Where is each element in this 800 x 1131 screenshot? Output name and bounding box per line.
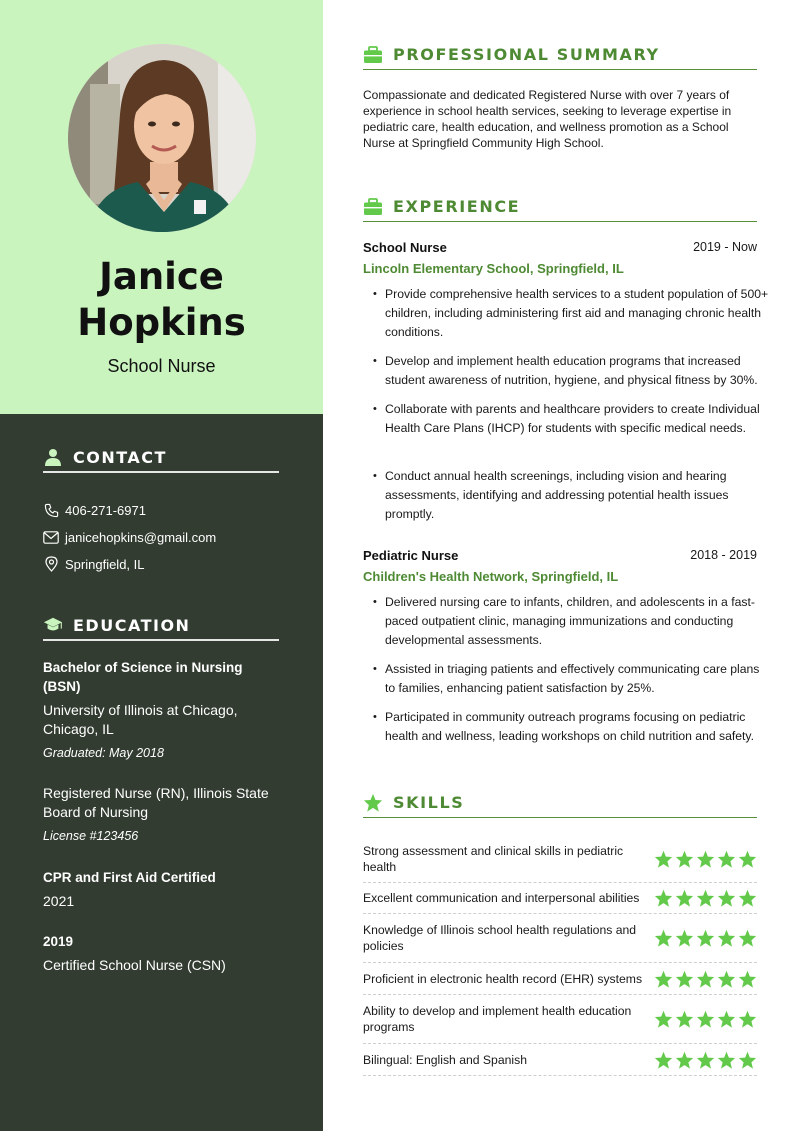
star-icon [717,1010,736,1028]
job-title: School Nurse [107,356,216,376]
star-icon [696,850,715,868]
briefcase-icon [363,45,383,65]
summary-heading [363,40,757,70]
star-icon [738,929,757,947]
star-icon [738,1010,757,1028]
candidate-name [0,254,323,346]
degree-name: Bachelor of Science in Nursing (BSN) [43,660,243,694]
star-icon [675,889,694,907]
cert-title: CPR and First Aid Certified [43,870,216,885]
profile-header [0,0,323,414]
profile-photo-image [68,44,256,232]
csn-title: Certified School Nurse (CSN) [43,957,226,973]
summary-heading-label: PROFESSIONAL SUMMARY [393,45,660,64]
star-icon [738,970,757,988]
skill-row [363,883,757,914]
education-heading-label: EDUCATION [73,615,191,635]
contact-phone [43,502,146,518]
star-icon [675,850,694,868]
star-icon [654,889,673,907]
star-icon [738,1051,757,1069]
star-icon [717,889,736,907]
star-icon [654,1010,673,1028]
star-icon [738,889,757,907]
star-icon [717,929,736,947]
job-1-title: School Nurse [363,240,447,255]
skill-name: Excellent communication and interpersonal abilities [363,891,640,905]
star-icon [654,929,673,947]
star-icon [696,889,715,907]
job-2-bullet: • Delivered nursing care to infants, children, and adolescents in a fast-paced outpatient clinic, managing immunizations and conducting developmental assessments. [385,593,771,650]
contact-heading [43,443,279,473]
skill-name: Proficient in electronic health record (EHR) systems [363,971,643,986]
job-1-dates: 2019 - Now [693,240,757,254]
experience-heading-label: EXPERIENCE [393,197,521,216]
star-icon [675,929,694,947]
skill-rating [654,1010,757,1028]
degree-school: University of Illinois at Chicago, Chicago, IL [43,702,238,737]
cert-year: 2021 [43,893,75,909]
job-1-bullet: • Provide comprehensive health services to a student population of 500+ children, including administering first aid and managing chronic health conditions. [385,285,771,342]
skill-rating [654,970,757,988]
csn-year: 2019 [43,934,74,949]
last-name: Hopkins [77,301,246,344]
star-icon [717,1051,736,1069]
skill-row [363,995,757,1044]
skill-row [363,836,757,883]
job-1-bullet: • Collaborate with parents and healthcare providers to create Individual Health Care Plans (IHCP) for students with specific medical needs. [385,400,771,438]
skill-row [363,963,757,995]
star-icon [675,1010,694,1028]
star-icon [696,1010,715,1028]
contact-email[interactable] [43,529,216,545]
job-2-dates: 2018 - 2019 [690,548,757,562]
experience-heading [363,192,757,222]
phone-icon [43,502,59,518]
license-number: License #123456 [43,829,139,843]
job-2-bullet: • Assisted in triaging patients and effectively communicating care plans to families, enhancing patient satisfaction by 25%. [385,660,771,698]
graduation-cap-icon [43,615,63,635]
job-1-bullet: • Conduct annual health screenings, including vision and hearing assessments, identifying and addressing potential health issues promptly. [385,467,771,524]
star-icon [696,1051,715,1069]
skill-rating [654,1051,757,1069]
mail-icon [43,529,59,545]
phone-number: 406-271-6971 [65,502,146,518]
first-name: Janice [99,255,224,298]
star-icon [675,970,694,988]
profile-photo [68,44,256,232]
briefcase-icon [363,197,383,217]
skill-row [363,914,757,963]
sidebar-dark-panel [0,414,323,1131]
sidebar [0,0,323,1131]
skills-heading [363,788,757,818]
job-2-bullet: • Participated in community outreach programs focusing on pediatric health and wellness, leading workshops on child nutrition and safety. [385,708,771,746]
star-icon [654,1051,673,1069]
skill-name: Bilingual: English and Spanish [363,1052,527,1067]
star-icon [696,970,715,988]
contact-heading-label: CONTACT [73,447,167,467]
job-1-bullet: • Develop and implement health education programs that increased student awareness of nutrition, hygiene, and physical fitness by 30%. [385,352,771,390]
job-2-organization: Children's Health Network, Springfield, IL [363,569,619,584]
skill-row [363,1044,757,1076]
star-icon [654,850,673,868]
skill-rating [654,929,757,947]
location-pin-icon [43,556,59,572]
skill-name: Strong assessment and clinical skills in pediatric health [363,844,624,874]
license-name: Registered Nurse (RN), Illinois State Board of Nursing [43,785,269,820]
skill-name: Ability to develop and implement health education programs [363,1004,632,1034]
summary-text: Compassionate and dedicated Registered Nurse with over 7 years of experience in school health services, seeking to leverage expertise in pediatric care, health education, and wellness promotion as a School Nurse at Springfield Community High School. [363,88,732,150]
skill-rating [654,889,757,907]
skill-name: Knowledge of Illinois school health regulations and policies [363,923,637,953]
job-1-organization: Lincoln Elementary School, Springfield, IL [363,261,624,276]
email-address[interactable]: janicehopkins@gmail.com [65,529,217,545]
skills-heading-label: SKILLS [393,793,465,812]
star-icon [675,1051,694,1069]
star-icon [654,970,673,988]
user-icon [43,447,63,467]
star-icon [738,850,757,868]
education-heading [43,611,279,641]
star-icon [717,970,736,988]
degree-graduated: Graduated: May 2018 [43,746,164,760]
job-2-title: Pediatric Nurse [363,548,459,563]
star-icon [363,793,383,813]
location-text: Springfield, IL [65,556,145,572]
star-icon [717,850,736,868]
skill-rating [654,850,757,868]
contact-location [43,556,145,572]
star-icon [696,929,715,947]
